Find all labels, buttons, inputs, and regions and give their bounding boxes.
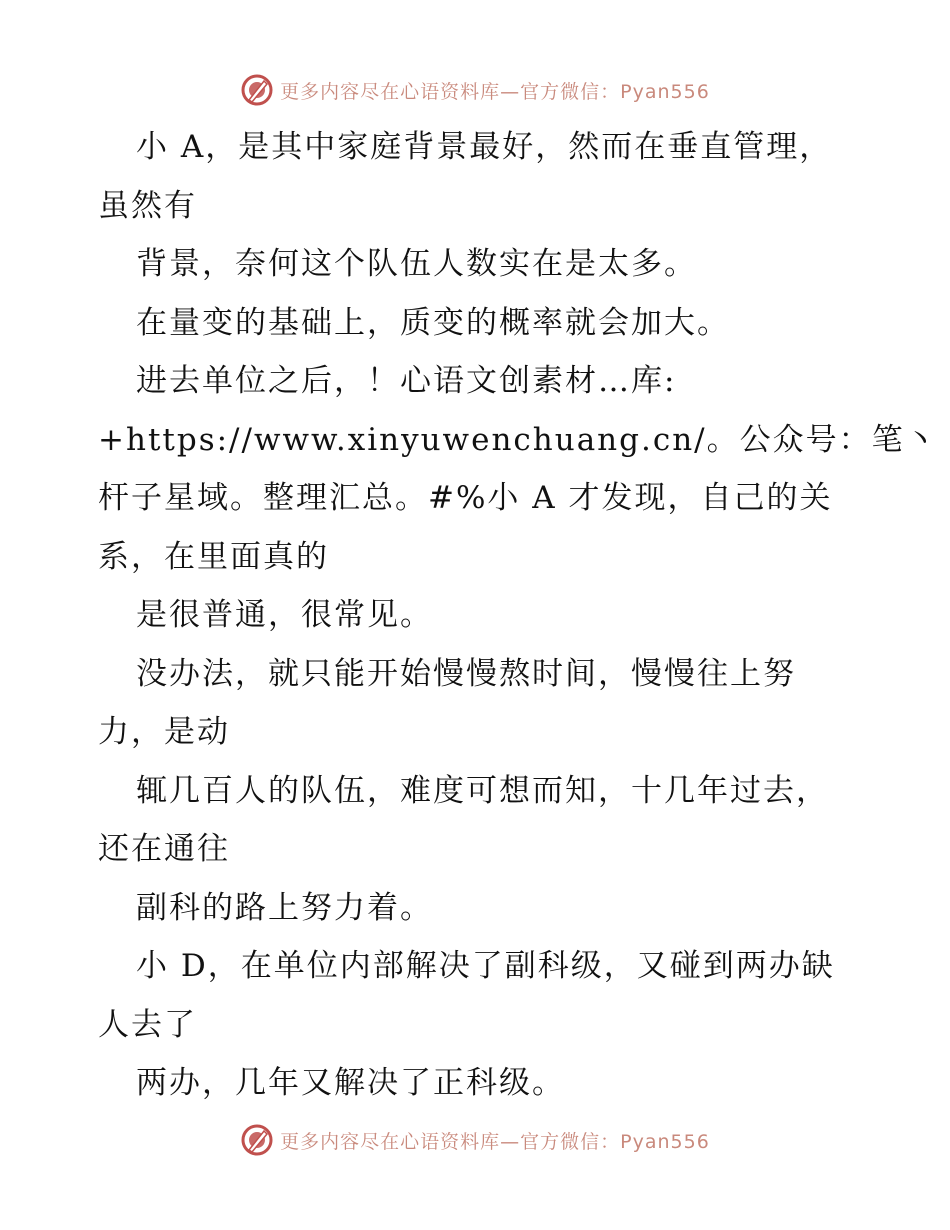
text-line: 杆子星域。整理汇总。#%小 A 才发现，自己的关 <box>98 480 833 516</box>
text-line: 辄几百人的队伍，难度可想而知，十几年过去， <box>136 772 829 809</box>
seal-pen-icon <box>240 73 274 107</box>
header-watermark <box>0 70 950 110</box>
text-line: 力，是动 <box>98 714 230 750</box>
text-line: 没办法，就只能开始慢慢熬时间，慢慢往上努 <box>136 655 796 692</box>
watermark-text: 更多内容尽在心语资料库—官方微信：Pyan556 <box>280 1130 710 1153</box>
text-line: 两办，几年又解决了正科级。 <box>136 1065 565 1101</box>
footer-watermark <box>0 1120 950 1160</box>
text-line: 小 A，是其中家庭背景最好，然而在垂直管理， <box>136 129 833 165</box>
text-line: 还在通往 <box>98 831 230 867</box>
seal-pen-icon <box>240 1123 274 1157</box>
text-line: 背景，奈何这个队伍人数实在是太多。 <box>136 246 697 282</box>
text-line: 系，在里面真的 <box>98 538 329 575</box>
text-line: 副科的路上努力着。 <box>136 889 433 926</box>
watermark-text: 更多内容尽在心语资料库—官方微信：Pyan556 <box>280 80 710 103</box>
text-line: 进去单位之后，！心语文创素材…库: <box>136 363 677 399</box>
text-line: 小 D，在单位内部解决了副科级，又碰到两办缺 <box>136 948 835 984</box>
text-line: 是很普通，很常见。 <box>136 597 433 633</box>
text-line: 人去了 <box>98 1006 197 1043</box>
text-line: 在量变的基础上，质变的概率就会加大。 <box>136 304 730 341</box>
text-line: +https://www.xinyuwenchuang.cn/。公众号：笔丶 <box>98 421 938 458</box>
text-line: 虽然有 <box>98 187 197 224</box>
